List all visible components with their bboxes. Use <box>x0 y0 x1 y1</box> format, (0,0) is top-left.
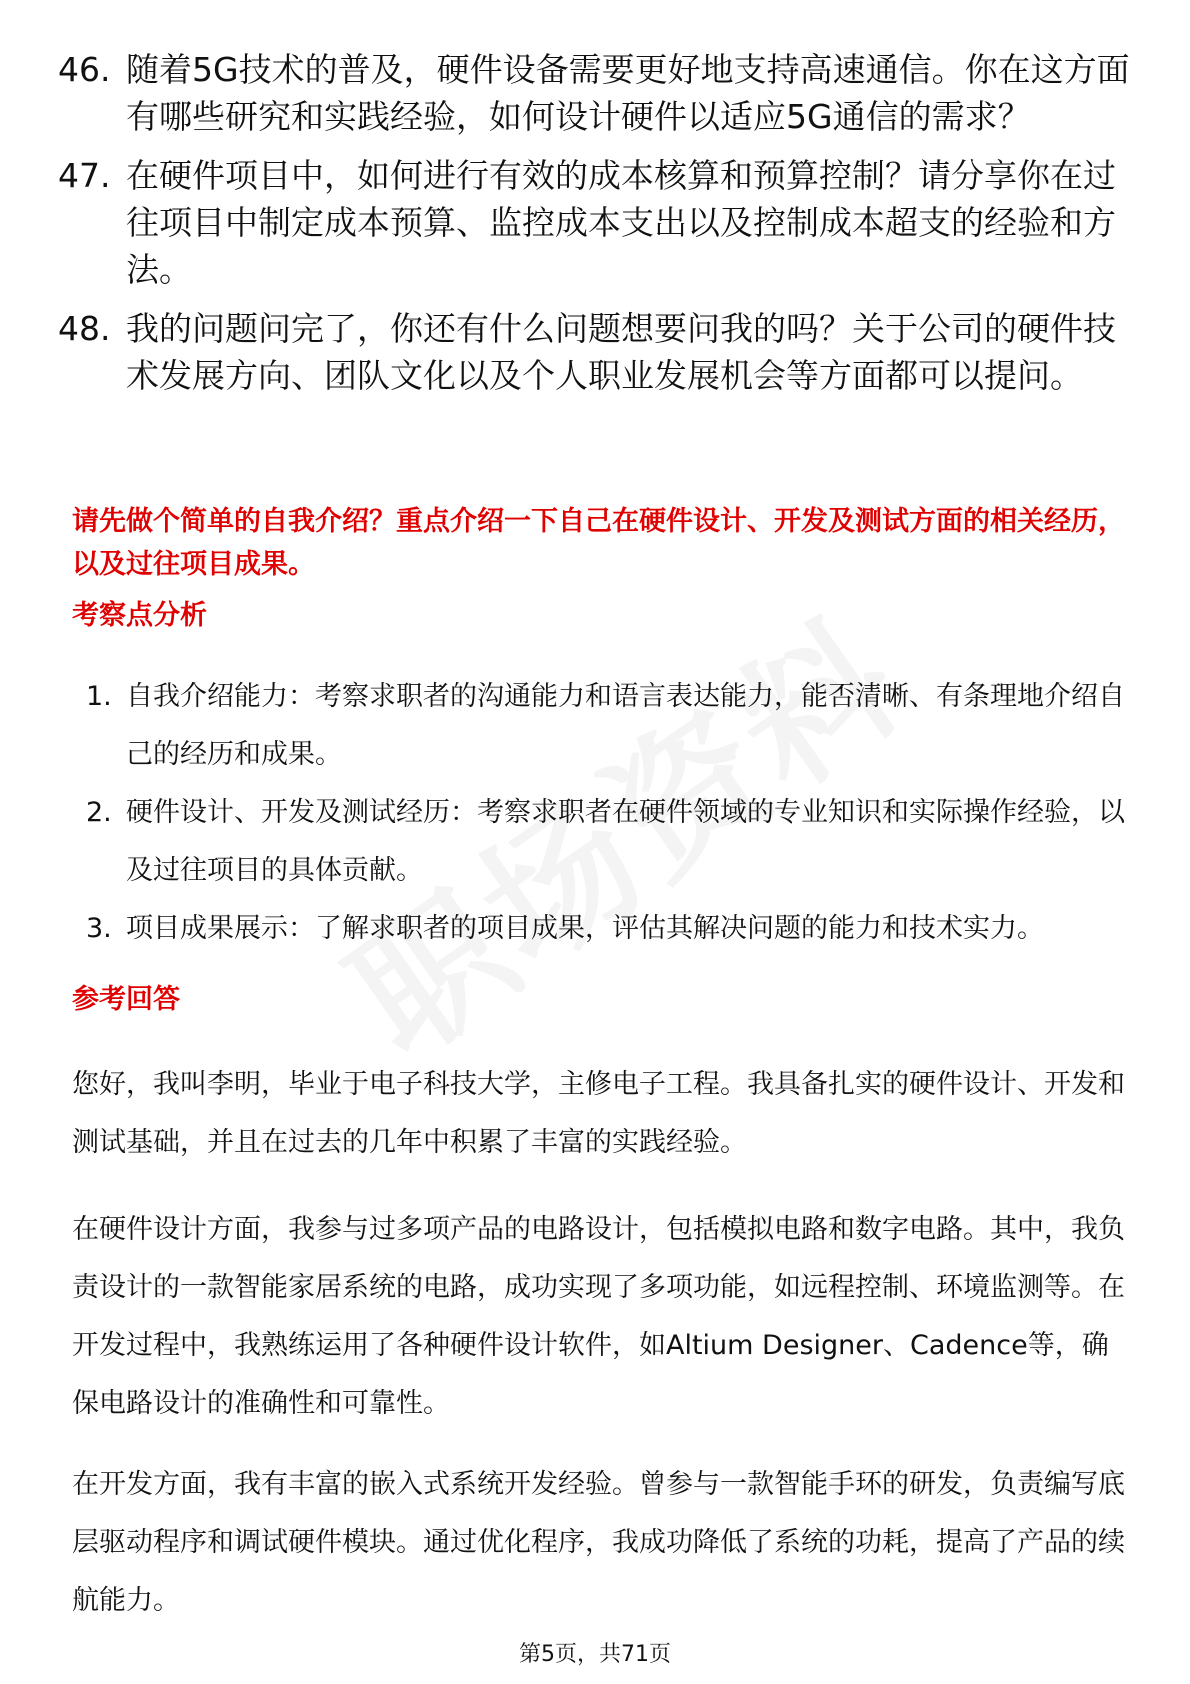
analysis-number: 3. <box>86 913 112 944</box>
question-number: 47. <box>58 156 111 195</box>
analysis-heading: 考察点分析 <box>72 600 207 631</box>
answer-paragraph: 在硬件设计方面，我参与过多项产品的电路设计，包括模拟电路和数字电路。其中，我负责设计的一款智能家居系统的电路，成功实现了多项功能，如远程控制、环境监测等。在开发过程中，我熟练运用了各种硬件设计软件，如Altium Designer、Cadence等，确保电路设计的准确性和可靠性。 <box>72 1214 1125 1419</box>
analysis-item <box>86 900 1136 958</box>
analysis-item <box>86 784 1136 900</box>
question-item <box>58 46 1138 140</box>
section-question: 请先做个简单的自我介绍？重点介绍一下自己在硬件设计、开发及测试方面的相关经历，以及过往项目成果。 <box>72 506 1125 580</box>
question-item <box>58 152 1138 293</box>
analysis-text: 项目成果展示：了解求职者的项目成果，评估其解决问题的能力和技术实力。 <box>126 913 1044 944</box>
question-text: 随着5G技术的普及，硬件设备需要更好地支持高速通信。你在这方面有哪些研究和实践经验，如何设计硬件以适应5G通信的需求？ <box>126 50 1130 136</box>
analysis-text: 硬件设计、开发及测试经历：考察求职者在硬件领域的专业知识和实际操作经验，以及过往项目的具体贡献。 <box>126 797 1125 886</box>
analysis-text: 自我介绍能力：考察求职者的沟通能力和语言表达能力，能否清晰、有条理地介绍自己的经历和成果。 <box>126 681 1125 770</box>
answer-paragraph: 在开发方面，我有丰富的嵌入式系统开发经验。曾参与一款智能手环的研发，负责编写底层驱动程序和调试硬件模块。通过优化程序，我成功降低了系统的功耗，提高了产品的续航能力。 <box>72 1469 1125 1616</box>
analysis-list <box>86 668 1136 958</box>
question-text: 在硬件项目中，如何进行有效的成本核算和预算控制？请分享你在过往项目中制定成本预算、监控成本支出以及控制成本超支的经验和方法。 <box>126 156 1116 289</box>
question-number: 46. <box>58 50 111 89</box>
answer-heading: 参考回答 <box>72 984 180 1015</box>
question-text: 我的问题问完了，你还有什么问题想要问我的吗？关于公司的硬件技术发展方向、团队文化以及个人职业发展机会等方面都可以提问。 <box>126 309 1116 395</box>
answer-paragraph: 您好，我叫李明，毕业于电子科技大学，主修电子工程。我具备扎实的硬件设计、开发和测试基础，并且在过去的几年中积累了丰富的实践经验。 <box>72 1069 1125 1158</box>
question-list <box>58 46 1138 411</box>
question-number: 48. <box>58 309 111 348</box>
page-footer: 第5页，共71页 <box>519 1642 671 1667</box>
analysis-item <box>86 668 1136 784</box>
analysis-number: 1. <box>86 681 112 712</box>
question-item <box>58 305 1138 399</box>
analysis-number: 2. <box>86 797 112 828</box>
